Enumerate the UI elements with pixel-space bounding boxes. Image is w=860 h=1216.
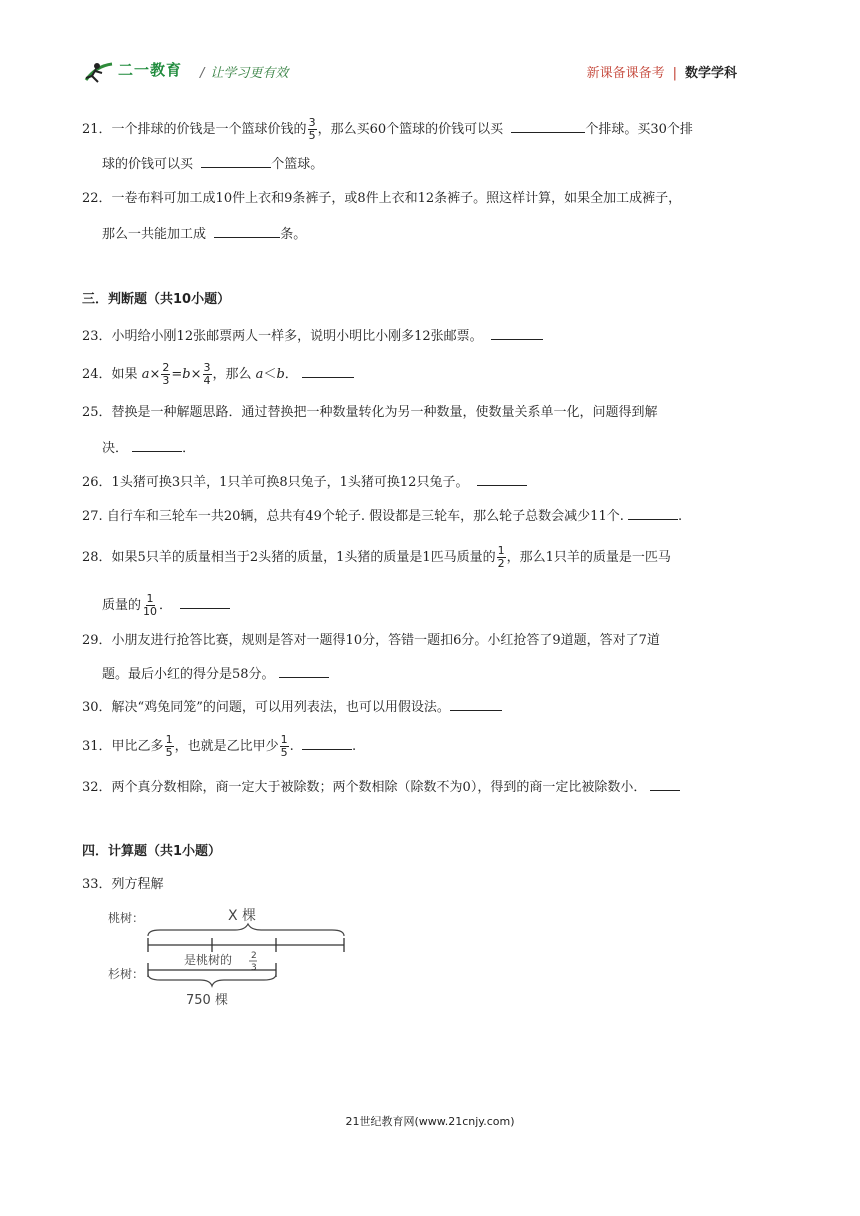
bottom-brace bbox=[148, 974, 276, 986]
question-22: 22．一卷布料可加工成10件上衣和9条裤子，或8件上衣和12条裤子。照这样计算，如果全加工成裤子， bbox=[82, 191, 682, 206]
question-25: 25．替换是一种解题思路．通过替换把一种数量转化为另一种数量，使数量关系单一化，问题得到解 bbox=[82, 405, 658, 420]
answer-blank[interactable] bbox=[214, 223, 280, 238]
label-peach-tree: 桃树： bbox=[108, 911, 145, 925]
answer-blank[interactable] bbox=[279, 663, 329, 678]
question-21-cont: 球的价钱可以买 个篮球。 bbox=[102, 153, 323, 175]
answer-blank[interactable] bbox=[302, 363, 354, 378]
question-24: 24．如果 a× $\frac{2}{3}$ =b× $\frac{3}{4}$ ，那么 a＜b． bbox=[82, 362, 354, 387]
answer-blank[interactable] bbox=[302, 735, 352, 750]
question-30: 30．解决“鸡兔同笼”的问题，可以用列表法，也可以用假设法。 bbox=[82, 696, 502, 718]
question-29: 29．小朋友进行抢答比赛，规则是答对一题得10分，答错一题扣6分。小红抢答了9道题，答对了7道 bbox=[82, 633, 660, 648]
svg-text:3: 3 bbox=[251, 963, 257, 973]
question-23: 23．小明给小刚12张邮票两人一样多，说明小明比小刚多12张邮票。 bbox=[82, 325, 543, 347]
question-26: 26．1头猪可换3只羊，1只羊可换8只兔子，1头猪可换12只兔子。 bbox=[82, 471, 527, 493]
answer-blank[interactable] bbox=[201, 153, 271, 168]
question-21: 21．一个排球的价钱是一个篮球价钱的 $\frac{3}{5}$ ，那么买60个篮球的价钱可以买 个排球。买30个排 bbox=[82, 116, 693, 142]
section-4-heading: 四．计算题（共1小题） bbox=[82, 844, 222, 859]
question-25-cont: 决． ． bbox=[102, 437, 195, 459]
top-brace bbox=[148, 924, 344, 936]
question-28-cont: 质量的 $\frac{1}{10}$ ． bbox=[102, 593, 230, 618]
question-22-cont: 那么一共能加工成 条。 bbox=[102, 223, 306, 245]
header-right: 新课备课备考 | 数学学科 bbox=[586, 66, 737, 81]
fraction: $\frac{3}{5}$ bbox=[308, 116, 316, 142]
slogan: / 让学习更有效 bbox=[200, 66, 289, 81]
answer-blank[interactable] bbox=[491, 325, 543, 340]
label-fir-tree: 杉树： bbox=[108, 967, 145, 981]
label-x-trees: X 棵 bbox=[228, 908, 257, 924]
answer-blank[interactable] bbox=[132, 437, 182, 452]
question-31: 31．甲比乙多 $\frac{1}{5}$ ，也就是乙比甲少 $\frac{1}{5}$ . . bbox=[82, 733, 357, 759]
answer-blank[interactable] bbox=[650, 776, 680, 791]
question-32: 32．两个真分数相除，商一定大于被除数；两个数相除（除数不为0），得到的商一定比被除数小． bbox=[82, 776, 680, 798]
answer-blank[interactable] bbox=[628, 505, 678, 520]
answer-blank[interactable] bbox=[450, 696, 502, 711]
question-28: 28．如果5只羊的质量相当于2头猪的质量，1头猪的质量是1匹马质量的 $\frac{1}{2}$ ，那么1只羊的质量是一匹马 bbox=[82, 544, 671, 570]
question-27: 27. 自行车和三轮车一共20辆，总共有49个轮子. 假设都是三轮车，那么轮子总数会减少11个. . bbox=[82, 505, 682, 527]
section-3-heading: 三．判断题（共10小题） bbox=[82, 292, 231, 307]
answer-blank[interactable] bbox=[511, 118, 585, 133]
question-33: 33．列方程解 bbox=[82, 877, 164, 892]
logo-text: 二一教育 bbox=[118, 61, 183, 79]
line-segment-diagram bbox=[100, 900, 360, 1010]
answer-blank[interactable] bbox=[180, 594, 230, 609]
page-header bbox=[82, 56, 782, 88]
label-750-trees: 750 棵 bbox=[186, 993, 228, 1008]
fraction-note: 是桃树的 bbox=[184, 953, 233, 967]
svg-text:2: 2 bbox=[251, 951, 257, 961]
question-29-cont: 题。最后小红的得分是58分。 bbox=[102, 663, 329, 685]
answer-blank[interactable] bbox=[477, 471, 527, 486]
page-footer: 21世纪教育网(www.21cnjy.com) bbox=[345, 1115, 515, 1128]
